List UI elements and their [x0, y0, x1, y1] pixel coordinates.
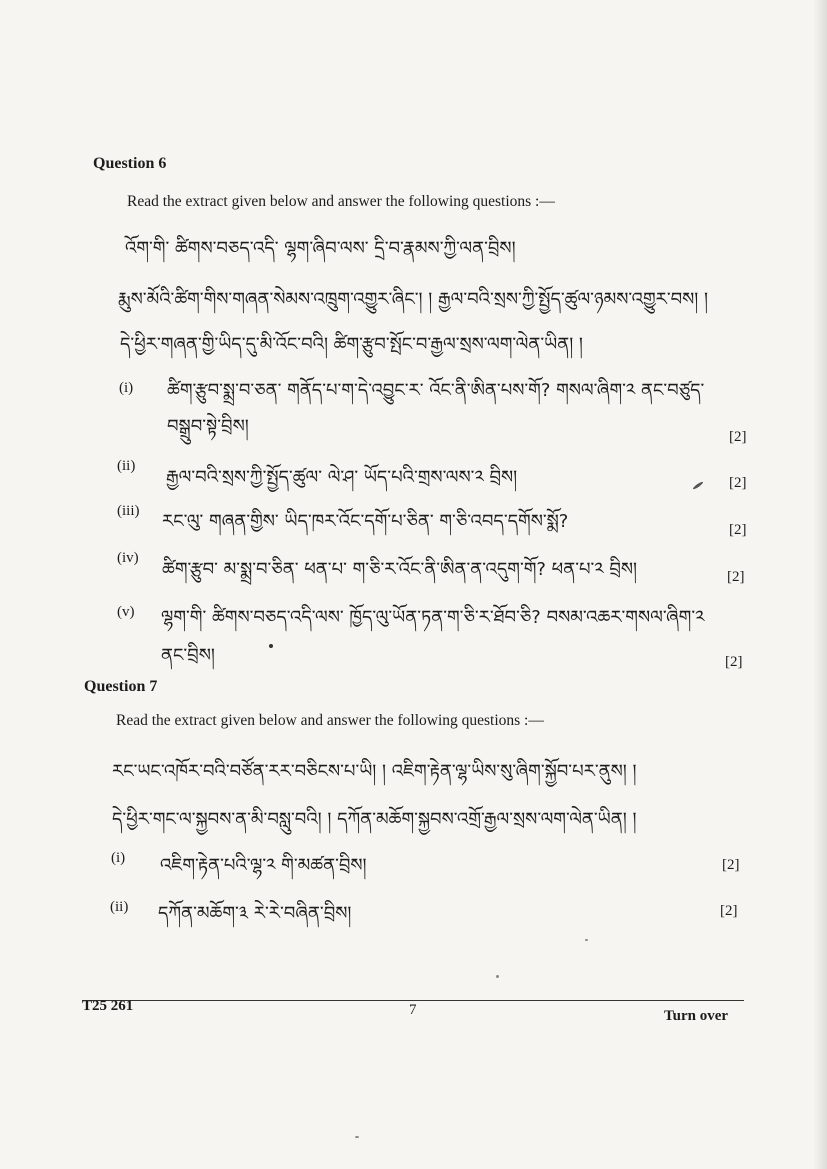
- q6-item-marks: [2]: [725, 654, 743, 670]
- q6-item-text: བསྒྲུབ་སྟེ་བྲིས།: [167, 416, 249, 437]
- question-6-heading: Question 6: [93, 155, 167, 172]
- q6-item-text: རྒྱལ་བའི་སྲས་ཀྱི་སྤྱོད་ཚུལ་ ལེ་ཤ་ ཡོད་པའི་གྲས་ལས་༢ བྲིས།: [166, 467, 518, 488]
- turn-over-note: Turn over: [664, 1008, 729, 1024]
- q6-item-marks: [2]: [729, 522, 747, 538]
- scan-speck: [692, 481, 704, 490]
- question-7-instruction: Read the extract given below and answer the following questions :—: [116, 712, 544, 729]
- page-number: 7: [409, 1002, 417, 1018]
- q6-item-marks: [2]: [729, 429, 747, 445]
- q6-item-marks: [2]: [729, 475, 747, 491]
- page-edge-shadow: [813, 0, 827, 1169]
- question-6-instruction: Read the extract given below and answer the following questions :—: [127, 193, 555, 210]
- footer-rule: [82, 1000, 744, 1001]
- q7-item-number: (ii): [110, 899, 129, 915]
- scan-speck: [496, 975, 499, 978]
- q6-item-number: (v): [117, 604, 135, 620]
- paper-code: T25 261: [82, 998, 134, 1014]
- scan-speck: [355, 1136, 359, 1138]
- q6-item-number: (iv): [117, 550, 139, 566]
- q6-item-text: ཚིག་རྩུབ་ མ་སྨྲ་བ་ཅིན་ ཕན་པ་ ག་ཅི་ར་འོང་ནི་ཨིན་ན་འདུག་གོ? ཕན་པ་༢ བྲིས།: [162, 559, 638, 580]
- q6-extract-line: དེ་ཕྱིར་གཞན་གྱི་ཡིད་དུ་མི་འོང་བའི། ཚིག་རྩུབ་སྤོང་བ་རྒྱལ་སྲས་ལག་ལེན་ཡིན། །: [120, 334, 583, 355]
- q6-item-number: (iii): [117, 503, 140, 519]
- scan-speck: [269, 644, 273, 648]
- q7-item-marks: [2]: [720, 903, 738, 919]
- q7-extract-line: རང་ཡང་འཁོར་བའི་བཙོན་རར་བཅིངས་པ་ཡི། ། འཇིག་རྟེན་ལྷ་ཡིས་སུ་ཞིག་སྐྱོབ་པར་ནུས། །: [112, 761, 637, 782]
- q6-item-text: ལྷག་གི་ ཚིགས་བཅད་འདི་ལས་ ཁྱོད་ལུ་ཡོན་ཏན་ག་ཅི་ར་ཐོབ་ཅི? བསམ་འཆར་གསལ་ཞིག་༢: [161, 607, 705, 628]
- q7-extract-line: དེ་ཕྱིར་གང་ལ་སྐྱབས་ན་མི་བསླུ་བའི། ། དཀོན་མཆོག་སྐྱབས་འགྲོ་རྒྱལ་སྲས་ལག་ལེན་ཡིན། །: [112, 809, 637, 830]
- q7-item-text: དཀོན་མཆོག་༣ རེ་རེ་བཞིན་བྲིས།: [158, 903, 352, 924]
- q6-item-number: (ii): [117, 458, 136, 474]
- q6-item-marks: [2]: [727, 569, 745, 585]
- q7-item-marks: [2]: [722, 857, 740, 873]
- q6-item-text: ཚིག་རྩུབ་སྨྲ་བ་ཅན་ གནོད་པ་ག་དེ་འབྱུང་ར་ འོང་ནི་ཨིན་པས་གོ? གསལ་ཞིག་༢ ནང་བཙུད་: [167, 380, 705, 401]
- question-7-heading: Question 7: [84, 678, 158, 695]
- q7-item-number: (i): [111, 850, 126, 866]
- q6-item-text: རང་ལུ་ གཞན་གྱིས་ ཡིད་ཁར་འོང་དགོ་པ་ཅིན་ ག་ཅི་འབད་དགོས་སྨོ?: [162, 511, 569, 532]
- q7-item-text: འཇིག་རྟེན་པའི་ལྷ་༢ གི་མཚན་བྲིས།: [160, 855, 367, 876]
- scan-speck: [585, 939, 588, 941]
- q6-extract-line: འོག་གི་ ཚིགས་བཅད་འདི་ ལྷག་ཞིབ་ལས་ དྲི་བ་རྣམས་ཀྱི་ལན་བྲིས།: [125, 238, 516, 259]
- q6-item-number: (i): [119, 380, 134, 396]
- q6-extract-line: རྨུས་མོའི་ཚིག་གིས་གཞན་སེམས་འཁྲུག་འགྱུར་ཞིང་། ། རྒྱལ་བའི་སྲས་ཀྱི་སྤྱོད་ཚུལ་ཉམས་འགྱུར་བས། །: [118, 289, 709, 310]
- q6-item-text: ནང་བྲིས།: [161, 645, 215, 666]
